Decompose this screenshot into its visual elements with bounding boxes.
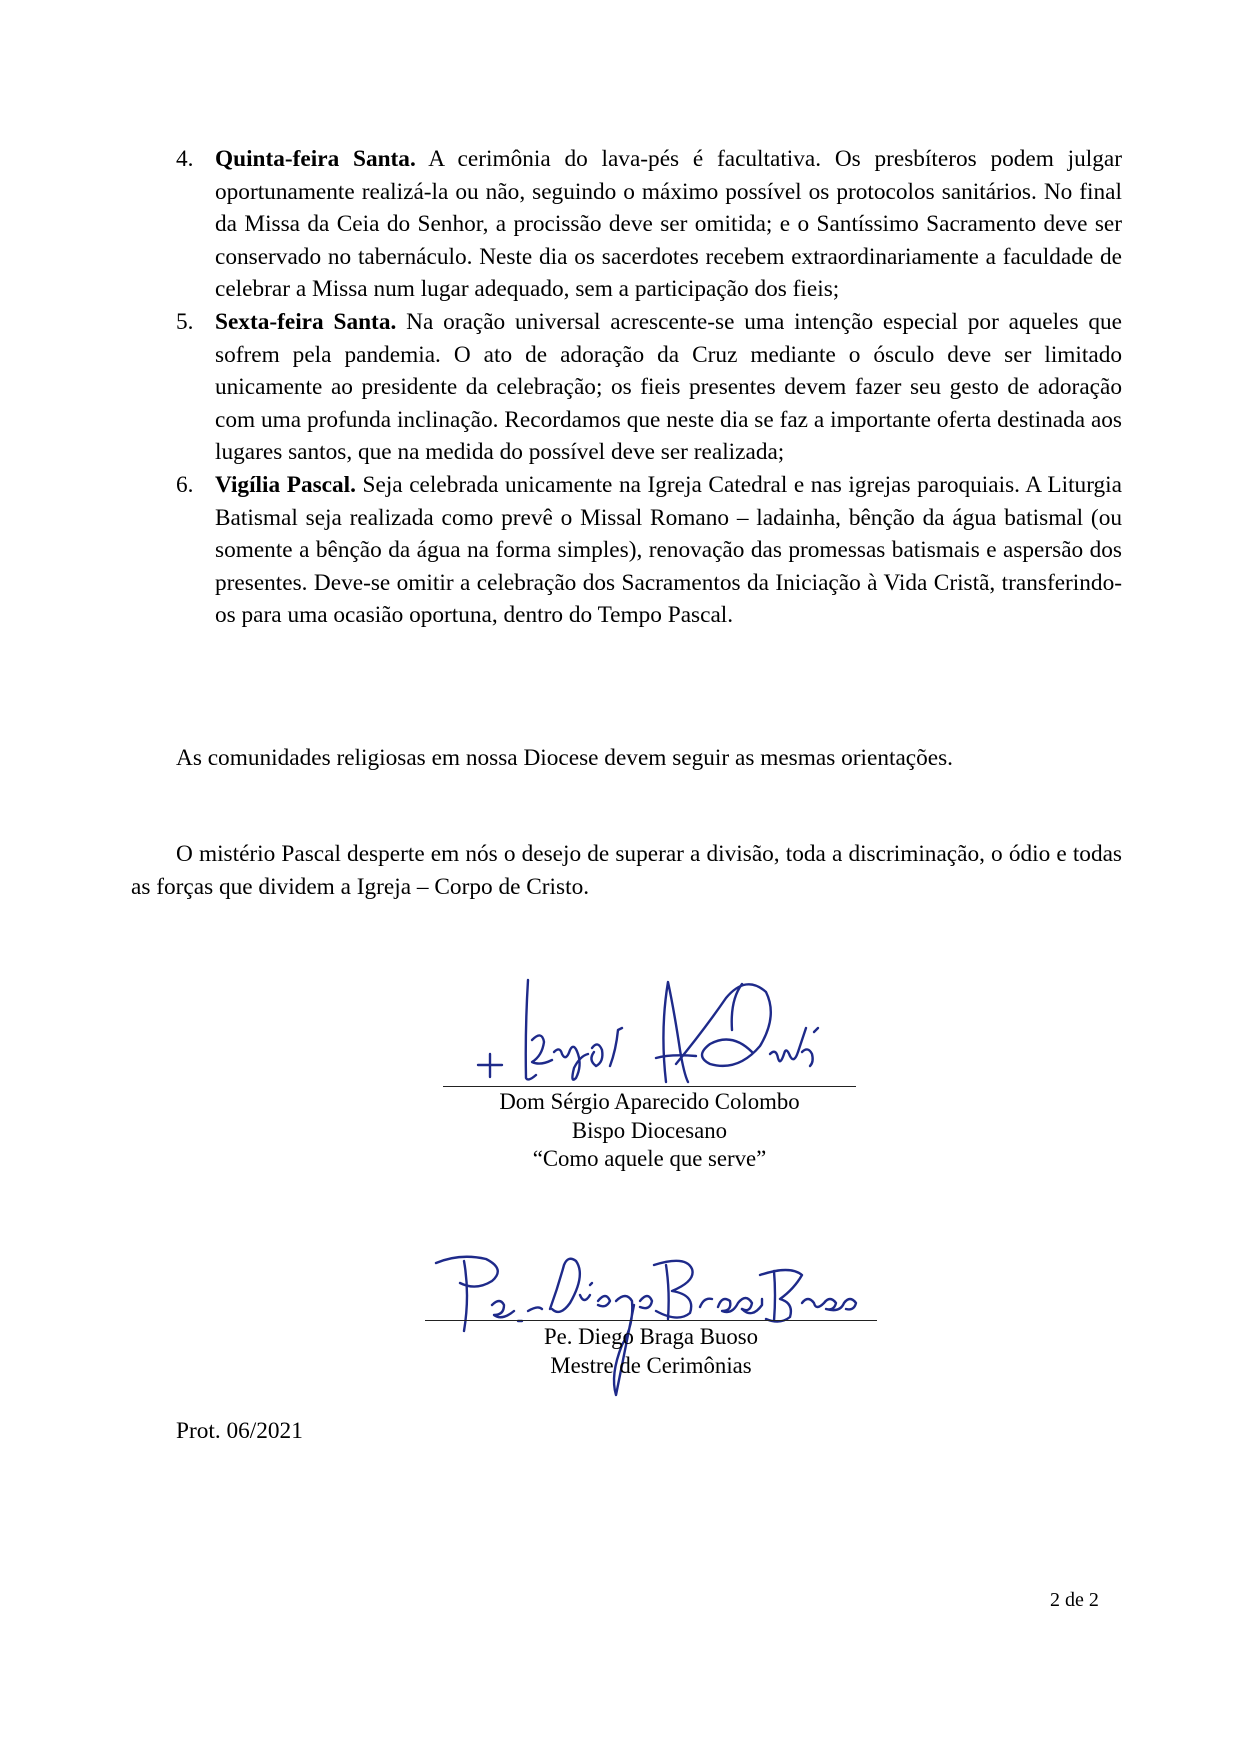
signatory-role: Bispo Diocesano <box>571 1117 728 1143</box>
signatory-name: Pe. Diego Braga Buoso <box>543 1324 758 1349</box>
list-number: 4. <box>176 146 194 172</box>
signatory-role: Mestre de Cerimônias <box>550 1352 752 1378</box>
list-number: 5. <box>176 308 194 335</box>
list-number: 6. <box>176 471 194 498</box>
item-text: Seja celebrada unicamente na Igreja Catedral e nas igrejas paroquiais. A Liturgia Batismal seja realizada como prevê o Missal Romano – ladainha, bênção da água batismal (ou somente a bênção da água na forma simples), renovação das promessas batismais e aspersão dos presentes. Deve-se omitir a celebração dos Sacramentos da Iniciação à Vida Cristã, transferindo-os para uma ocasião oportuna, dentro do Tempo Pascal. <box>215 471 1122 629</box>
signature-line <box>443 1086 856 1087</box>
item-text: Na oração universal acrescente-se uma intenção especial por aqueles que sofrem pela pandemia. O ato de adoração da Cruz mediante o ósculo deve ser limitado unicamente ao presidente da celebração; os fieis presentes devem fazer seu gesto de adoração com uma profunda inclinação. Recordamos que neste dia se faz a importante oferta destinada aos lugares santos, que na medida do possível deve ser realizada; <box>215 308 1122 466</box>
item-text: A cerimônia do lava-pés é facultativa. Os presbíteros podem julgar oportunamente realizá-la ou não, seguindo o máximo possível os protocolos sanitários. No final da Missa da Ceia do Senhor, a procissão deve ser omitida; e o Santíssimo Sacramento deve ser conservado no tabernáculo. Neste dia os sacerdotes recebem extraordinariamente a faculdade de celebrar a Missa num lugar adequado, sem a participação dos fieis; <box>215 146 1122 303</box>
item-heading: Sexta-feira Santa. <box>215 308 397 335</box>
signature-line <box>425 1320 877 1321</box>
handwritten-signature-bishop <box>470 970 830 1100</box>
list-item <box>176 469 1122 632</box>
signatory-motto: “Como aquele que serve” <box>532 1146 767 1172</box>
religious-communities-paragraph: As comunidades religiosas em nossa Diocese devem seguir as mesmas orientações. <box>176 745 953 771</box>
page-number: 2 de 2 <box>1050 1589 1099 1611</box>
list-item <box>176 306 1122 469</box>
protocol-number: Prot. 06/2021 <box>176 1418 303 1444</box>
list-item <box>176 143 1122 306</box>
item-heading: Quinta-feira Santa. <box>215 146 416 172</box>
signature-block-bishop <box>443 1088 856 1174</box>
signatory-name: Dom Sérgio Aparecido Colombo <box>499 1089 800 1114</box>
numbered-list <box>176 143 1122 632</box>
closing-paragraph: O mistério Pascal desperte em nós o desejo de superar a divisão, toda a discriminação, o ódio e todas as forças que dividem a Igreja – Corpo de Cristo. <box>131 841 1122 900</box>
item-heading: Vigília Pascal. <box>215 471 356 498</box>
signature-block-master <box>425 1323 877 1380</box>
